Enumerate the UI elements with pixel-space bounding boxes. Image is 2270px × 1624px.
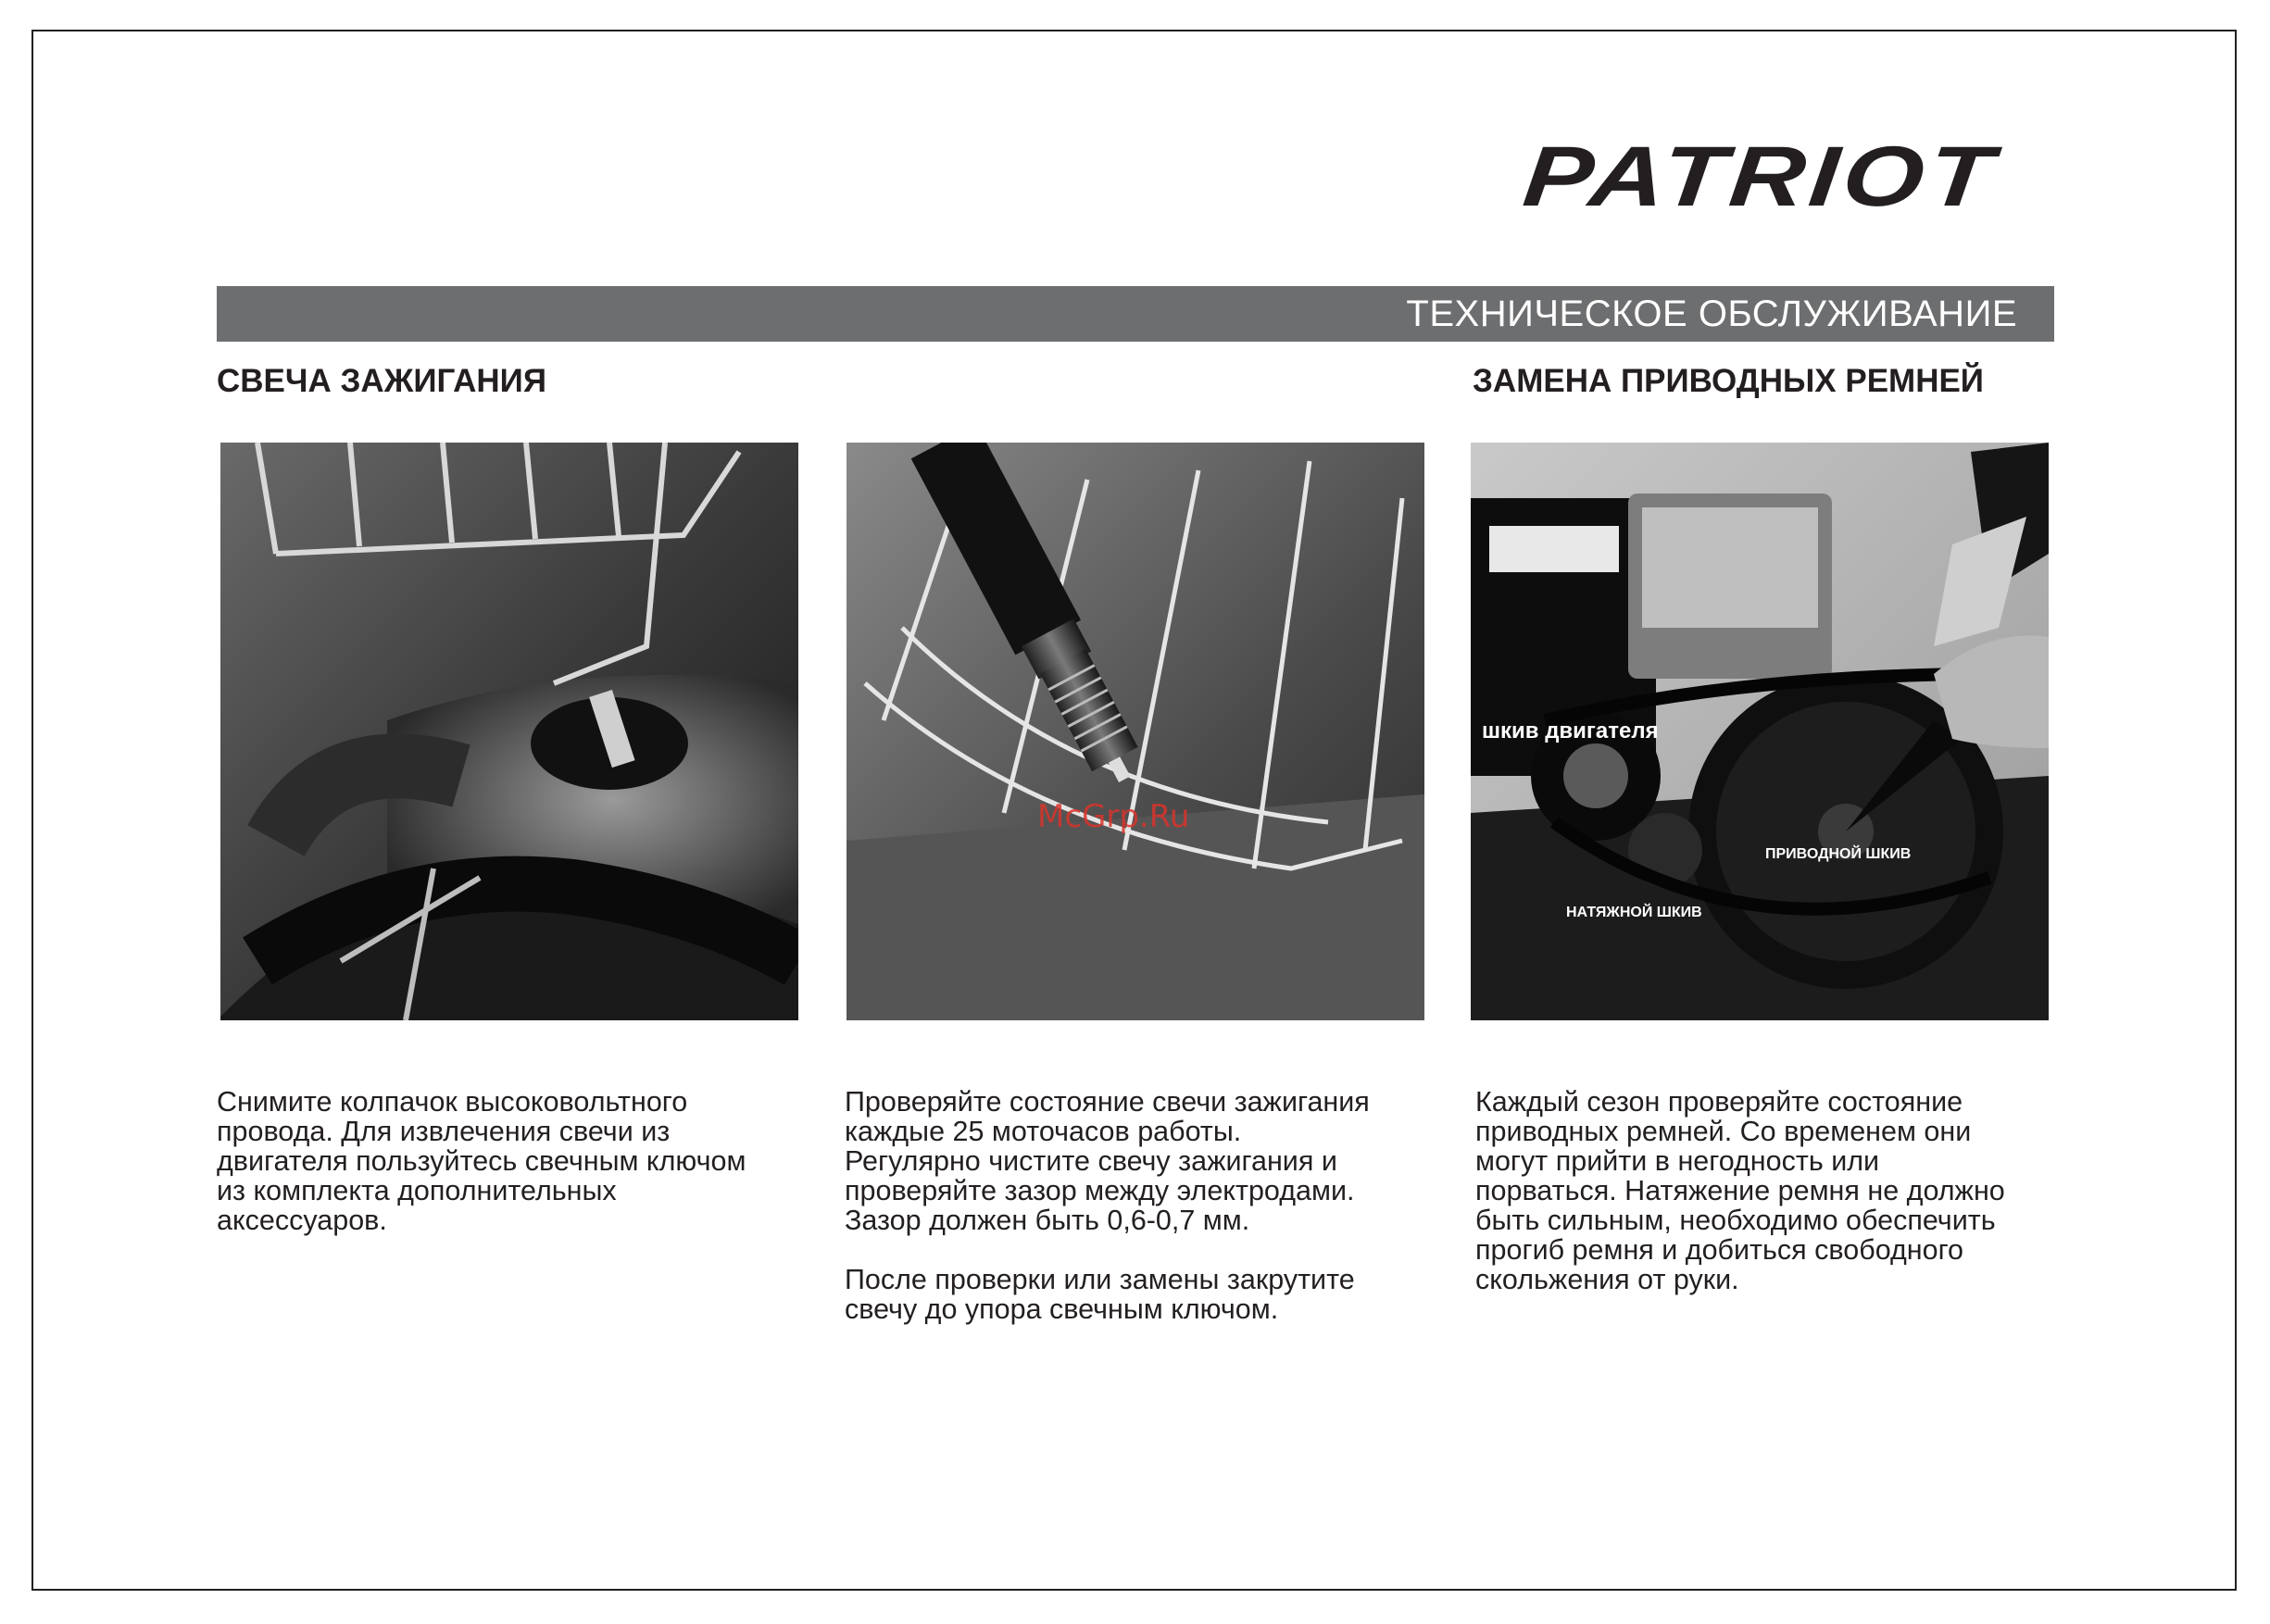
heading-spark-plug: СВЕЧА ЗАЖИГАНИЯ <box>217 363 546 399</box>
text-column-1 <box>217 1087 809 1235</box>
patriot-logo <box>1519 139 2010 217</box>
text-column-3 <box>1475 1087 2068 1294</box>
paragraph: Каждый сезон проверяйте состояние приводных ремней. Со временем они могут прийти в негодность или порваться. Натяжение ремня не должно быть сильным, необходимо обеспечить прогиб ремня и добиться свободного скольжения от руки. <box>1475 1086 2005 1295</box>
paragraph: Снимите колпачок высоковольтного провода. Для извлечения свечи из двигателя пользуйтесь свечным ключом из комплекта дополнительных аксессуаров. <box>217 1086 746 1236</box>
heading-belts: ЗАМЕНА ПРИВОДНЫХ РЕМНЕЙ <box>1473 363 1984 399</box>
section-title: ТЕХНИЧЕСКОЕ ОБСЛУЖИВАНИЕ <box>1406 294 2017 334</box>
paragraph: После проверки или замены закрутите свечу до упора свечным ключом. <box>845 1264 1355 1325</box>
photo-spark-plug-closeup <box>847 443 1424 1020</box>
paragraph: Проверяйте состояние свечи зажигания каждые 25 моточасов работы. Регулярно чистите свечу зажигания и проверяйте зазор между электродами. Зазор должен быть 0,6-0,7 мм. <box>845 1086 1370 1236</box>
section-band <box>217 286 2054 342</box>
text-column-2 <box>845 1087 1437 1324</box>
photo-drive-belts <box>1471 443 2049 1020</box>
photo-spark-plug-removal <box>220 443 798 1020</box>
label-tension-pulley: НАТЯЖНОЙ ШКИВ <box>1566 905 1702 920</box>
label-engine-pulley: шкив двигателя <box>1482 718 1659 743</box>
label-drive-pulley: ПРИВОДНОЙ ШКИВ <box>1765 846 1912 862</box>
logo-text: PATRIOT <box>1519 139 1917 217</box>
watermark: McGrp.Ru <box>1037 798 1190 835</box>
